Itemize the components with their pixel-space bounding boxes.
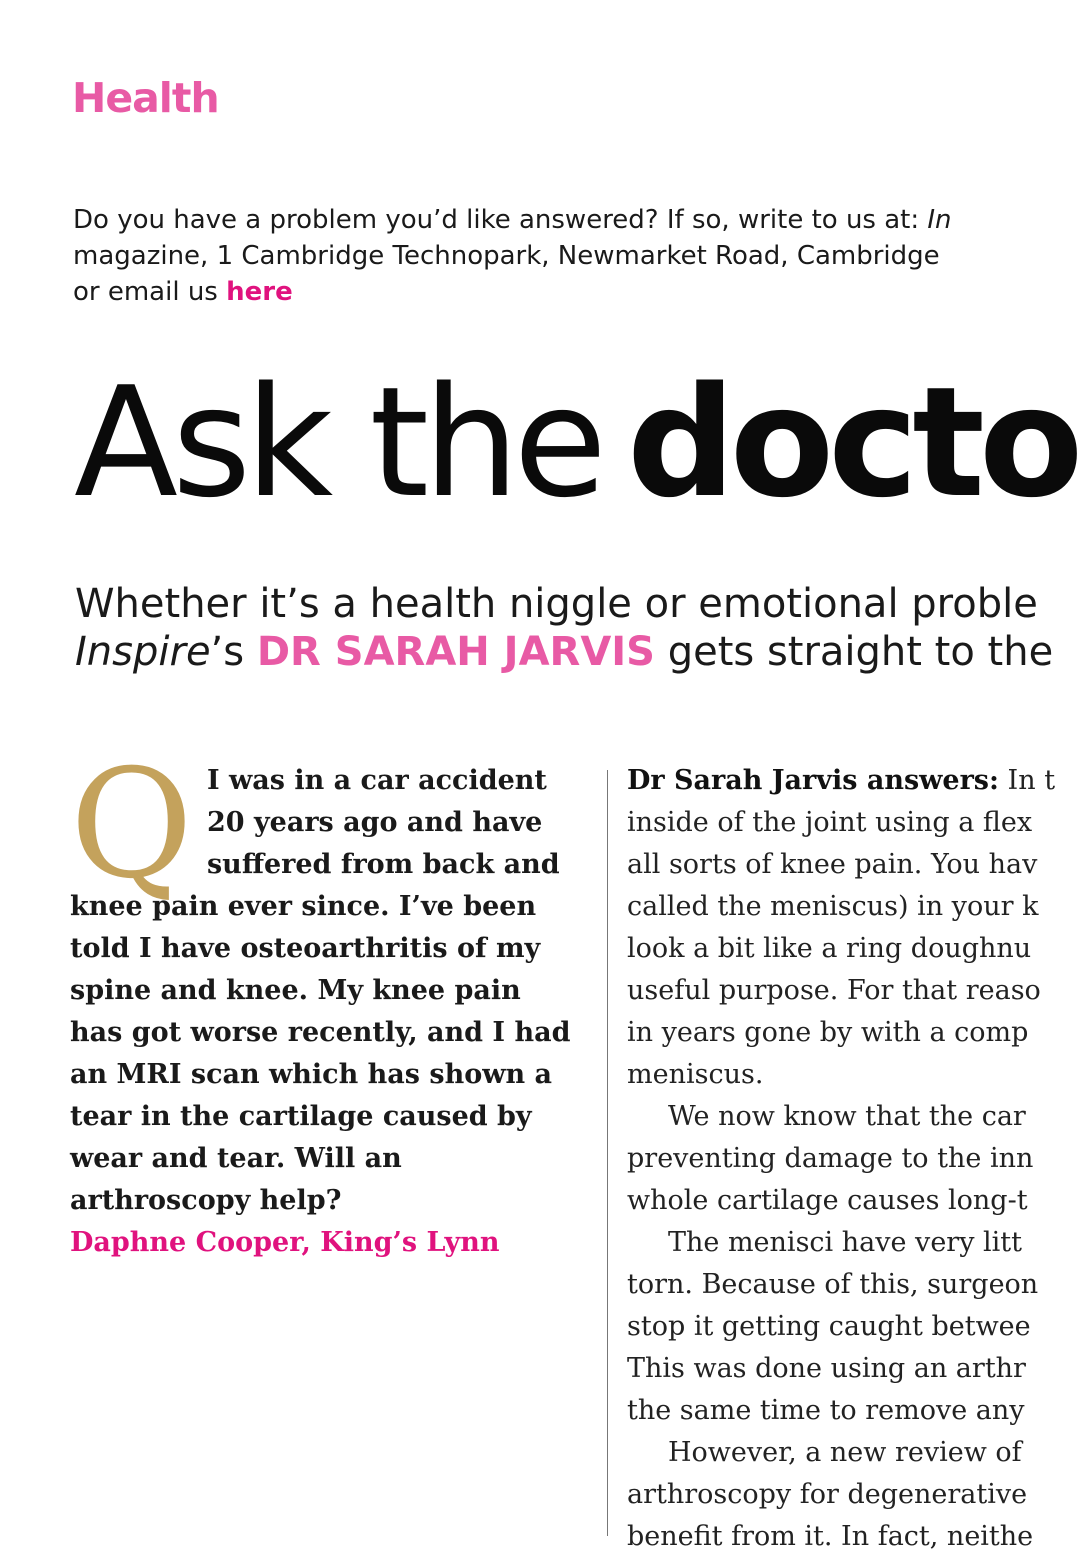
answer-line: arthroscopy for degenerative (627, 1479, 1028, 1510)
reader-signoff: Daphne Cooper, King’s Lynn (70, 1227, 500, 1258)
answer-line: preventing damage to the inn (627, 1143, 1034, 1174)
doctor-answer (627, 760, 1087, 1558)
answer-line: in years gone by with a comp (627, 1017, 1029, 1048)
standfirst (75, 580, 1053, 676)
contact-line-3-text: or email us (73, 277, 227, 307)
doctor-name: DR SARAH JARVIS (256, 629, 655, 675)
standfirst-line-1: Whether it’s a health niggle or emotional proble (75, 581, 1038, 627)
reader-question (70, 738, 575, 1264)
answer-line: torn. Because of this, surgeon (627, 1269, 1039, 1300)
answer-line-text: In t (998, 765, 1056, 796)
question-text: I was in a car accident 20 years ago and have suffered from back and knee pain ever since. I’ve been told I have osteoarthritis of my spine and knee. My knee pain has got worse recently, and I had an MRI scan which has shown a tear in the cartilage caused by wear and tear. Will an arthroscopy help? (70, 765, 571, 1216)
answer-line: whole cartilage causes long-t (627, 1185, 1028, 1216)
answer-line: This was done using an arthr (627, 1353, 1026, 1384)
answer-line: inside of the joint using a flex (627, 807, 1033, 838)
title-light: Ask the (74, 354, 601, 531)
contact-line-1-text: Do you have a problem you’d like answered? If so, write to us at: (73, 205, 928, 235)
answer-line: useful purpose. For that reaso (627, 975, 1041, 1006)
magazine-suffix: ’s (210, 629, 257, 675)
email-here-link[interactable]: here (226, 277, 293, 307)
answer-line: The menisci have very litt (668, 1227, 1023, 1258)
section-label: Health (72, 74, 219, 122)
contact-info (73, 202, 1063, 310)
column-divider (607, 770, 608, 1536)
answer-line: benefit from it. In fact, neithe (627, 1521, 1034, 1552)
contact-line-1 (73, 202, 1063, 238)
standfirst-line-2-text: gets straight to the (654, 629, 1054, 675)
answer-line: the same time to remove any (627, 1395, 1025, 1426)
answer-line: called the meniscus) in your k (627, 891, 1039, 922)
standfirst-line-2 (75, 628, 1053, 676)
contact-magazine-name: In (927, 205, 952, 235)
answer-line: However, a new review of (668, 1437, 1022, 1468)
answer-line: stop it getting caught betwee (627, 1311, 1031, 1342)
title-bold: docto (626, 354, 1078, 531)
answer-line: meniscus. (627, 1059, 764, 1090)
drop-cap-q: Q (70, 738, 193, 912)
contact-line-2: magazine, 1 Cambridge Technopark, Newmarket Road, Cambridge (73, 241, 940, 271)
contact-line-3 (73, 274, 1063, 310)
magazine-name: Inspire (75, 629, 211, 675)
answer-line: all sorts of knee pain. You hav (627, 849, 1038, 880)
answer-line: We now know that the car (668, 1101, 1026, 1132)
answer-line (627, 760, 1087, 802)
answer-lead: Dr Sarah Jarvis answers: (627, 765, 999, 796)
answer-line: look a bit like a ring doughnu (627, 933, 1032, 964)
page-title (74, 352, 1077, 534)
